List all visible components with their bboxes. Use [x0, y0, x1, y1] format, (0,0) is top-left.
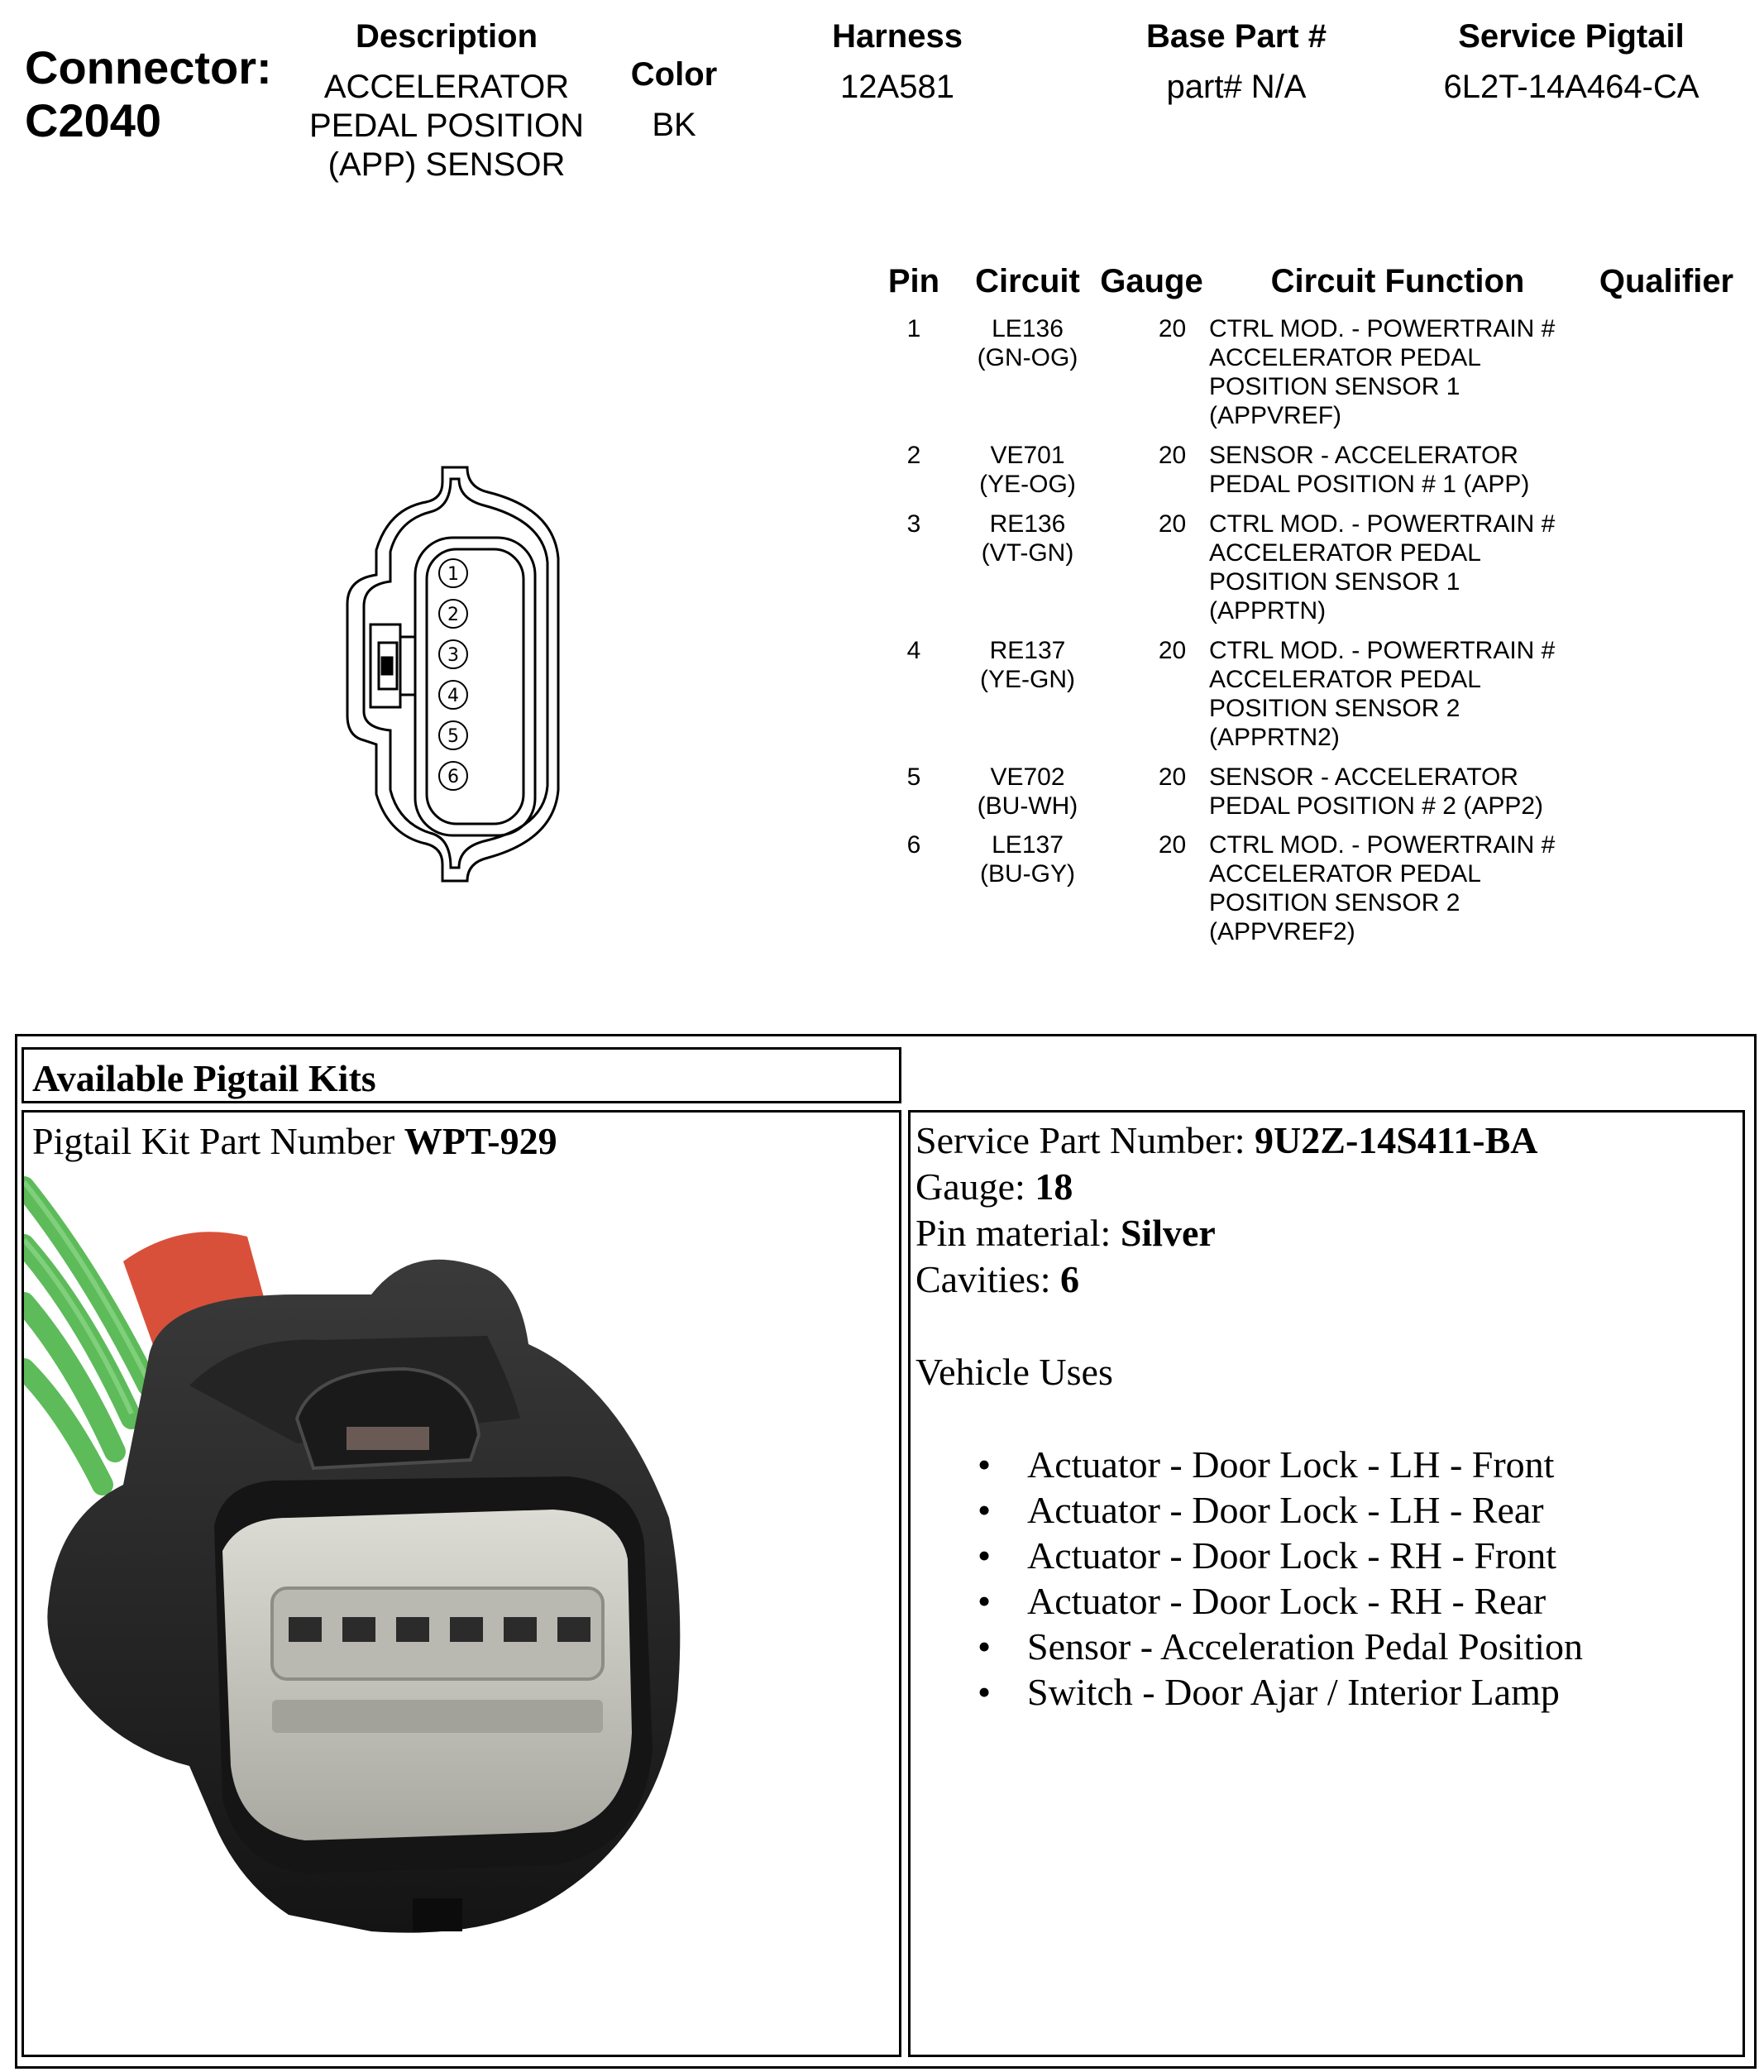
service-pigtail-value: 6L2T-14A464-CA [1443, 69, 1699, 105]
spec-label: Service Part Number: [915, 1119, 1255, 1161]
qualifier-header: Qualifier [1599, 263, 1734, 299]
pin-circle-4 [439, 681, 467, 709]
color-value: BK [652, 107, 696, 143]
vehicle-use-item: • Actuator - Door Lock - LH - Rear [978, 1489, 1544, 1531]
gauge-cell: 20 [1158, 315, 1187, 342]
pin-circle-2 [439, 600, 467, 628]
circuit-cell [951, 830, 1104, 888]
circuit-id: RE136 [989, 510, 1066, 538]
gauge-cell: 20 [1158, 763, 1187, 791]
function-cell [1209, 636, 1639, 752]
bullet-icon: • [978, 1443, 992, 1486]
function-line: ACCELERATOR PEDAL [1209, 344, 1481, 371]
vehicle-use-item: • Switch - Door Ajar / Interior Lamp [978, 1671, 1560, 1713]
gauge-cell: 20 [1158, 637, 1187, 664]
function-line: (APPVREF) [1209, 402, 1342, 429]
base-part-label: Base Part # [1146, 18, 1327, 55]
function-cell [1209, 510, 1639, 625]
connector-id: C2040 [25, 94, 162, 146]
latch-window [297, 1369, 479, 1468]
description-label: Description [355, 18, 538, 55]
pigtail-specs [915, 1117, 1583, 1715]
pin-number: 1 [906, 315, 921, 342]
wire-color: (BU-GY) [980, 860, 1075, 888]
vehicle-use-item: • Actuator - Door Lock - LH - Front [978, 1443, 1555, 1486]
pin-cavity-outline [415, 538, 535, 835]
circuit-cell [951, 314, 1104, 372]
circuit-header: Circuit [975, 263, 1080, 299]
pin-number: 4 [906, 637, 921, 664]
function-line: CTRL MOD. - POWERTRAIN # [1209, 315, 1556, 342]
spec-label: Pin material: [915, 1212, 1121, 1254]
wire-bundle [24, 1187, 148, 1485]
pin-number: 2 [447, 605, 459, 625]
pin-number: 2 [906, 442, 921, 469]
vehicle-use-item: • Sensor - Acceleration Pedal Position [978, 1625, 1583, 1668]
spec-value: 6 [1060, 1258, 1080, 1300]
wire-color: (GN-OG) [977, 344, 1078, 371]
spec-value: 18 [1035, 1165, 1073, 1208]
pin-number: 4 [447, 686, 459, 706]
pin-number: 3 [906, 510, 921, 538]
cavities-spec [915, 1256, 1583, 1303]
circuit-cell [951, 636, 1104, 694]
bullet-icon: • [978, 1489, 992, 1531]
function-line: (APPVREF2) [1209, 918, 1355, 945]
bullet-icon: • [978, 1580, 992, 1622]
function-line: PEDAL POSITION # 2 (APP2) [1209, 792, 1544, 820]
kit-number-label: Pigtail Kit Part Number [32, 1120, 404, 1162]
function-line: POSITION SENSOR 1 [1209, 568, 1460, 596]
bullet-icon: • [978, 1534, 992, 1577]
function-line: SENSOR - ACCELERATOR [1209, 442, 1518, 469]
gauge-header: Gauge [1100, 263, 1203, 299]
pin-number: 6 [447, 767, 459, 787]
spec-label: Cavities: [915, 1258, 1061, 1300]
function-cell [1209, 763, 1639, 821]
harness-label: Harness [832, 18, 963, 55]
pigtail-specs-cell [908, 1110, 1745, 2057]
pin-number: 5 [447, 726, 459, 747]
circuit-cell [951, 763, 1104, 821]
connector-label: Connector: [25, 41, 272, 93]
vehicle-uses-list [978, 1442, 1583, 1715]
description-line: (APP) SENSOR [327, 146, 566, 183]
function-line: ACCELERATOR PEDAL [1209, 666, 1481, 693]
gauge-spec [915, 1164, 1583, 1210]
pin-number: 3 [447, 645, 459, 666]
pin-number: 5 [906, 763, 921, 791]
bullet-icon: • [978, 1671, 992, 1713]
function-line: (APPRTN) [1209, 597, 1327, 624]
description-line: PEDAL POSITION [309, 108, 584, 144]
wire-color: (YE-GN) [980, 666, 1075, 693]
pin-circle-3 [439, 640, 467, 668]
service-pigtail-label: Service Pigtail [1458, 18, 1685, 55]
circuit-cell [951, 441, 1104, 499]
base-part-value: part# N/A [1166, 69, 1307, 105]
gauge-cell: 20 [1158, 831, 1187, 859]
pigtail-kit-number [32, 1119, 557, 1163]
function-line: POSITION SENSOR 2 [1209, 695, 1460, 722]
bullet-icon: • [978, 1625, 992, 1668]
circuit-id: LE136 [992, 315, 1064, 342]
gauge-cell: 20 [1158, 510, 1187, 538]
circuit-id: LE137 [992, 831, 1064, 859]
connector-face-diagram [331, 459, 595, 889]
wire-color: (BU-WH) [977, 792, 1078, 820]
wire-color: (YE-OG) [979, 471, 1076, 498]
spec-value: 9U2Z-14S411-BA [1255, 1119, 1538, 1161]
description-line: ACCELERATOR [323, 69, 570, 105]
description-value [281, 68, 612, 184]
pigtail-connector-photo [24, 1170, 899, 2055]
service-part-number [915, 1117, 1583, 1164]
spec-value: Silver [1120, 1212, 1216, 1254]
pin-circle-1 [439, 559, 467, 587]
pin-number: 6 [906, 831, 921, 859]
circuit-cell [951, 510, 1104, 567]
function-line: POSITION SENSOR 2 [1209, 889, 1460, 916]
function-line: ACCELERATOR PEDAL [1209, 539, 1481, 567]
circuit-function-header: Circuit Function [1270, 263, 1525, 299]
function-line: POSITION SENSOR 1 [1209, 373, 1460, 400]
gauge-cell: 20 [1158, 442, 1187, 469]
spec-label: Gauge: [915, 1165, 1035, 1208]
pigtail-photo-cell [22, 1110, 901, 2057]
kit-number-value: WPT-929 [404, 1120, 557, 1162]
pigtail-kits-title-cell [22, 1047, 901, 1103]
function-cell [1209, 314, 1639, 430]
vehicle-uses-heading: Vehicle Uses [915, 1351, 1113, 1393]
circuit-id: VE701 [990, 442, 1065, 469]
harness-value: 12A581 [840, 69, 954, 105]
pin-circle-5 [439, 721, 467, 749]
function-line: (APPRTN2) [1209, 724, 1340, 751]
function-cell [1209, 830, 1639, 946]
function-line: PEDAL POSITION # 1 (APP) [1209, 471, 1530, 498]
pigtail-kits-title: Available Pigtail Kits [32, 1057, 376, 1099]
circuit-id: RE137 [989, 637, 1066, 664]
function-line: ACCELERATOR PEDAL [1209, 860, 1481, 888]
pin-header: Pin [887, 263, 940, 299]
vehicle-use-item: • Actuator - Door Lock - RH - Front [978, 1534, 1557, 1577]
pin-material-spec [915, 1210, 1583, 1256]
function-line: CTRL MOD. - POWERTRAIN # [1209, 637, 1556, 664]
function-line: SENSOR - ACCELERATOR [1209, 763, 1518, 791]
color-label: Color [630, 56, 718, 93]
vehicle-use-item: • Actuator - Door Lock - RH - Rear [978, 1580, 1546, 1622]
pin-number: 1 [447, 564, 459, 585]
pin-circle-6 [439, 762, 467, 790]
circuit-id: VE702 [990, 763, 1065, 791]
function-line: CTRL MOD. - POWERTRAIN # [1209, 831, 1556, 859]
function-line: CTRL MOD. - POWERTRAIN # [1209, 510, 1556, 538]
wire-color: (VT-GN) [981, 539, 1074, 567]
function-cell [1209, 441, 1639, 499]
